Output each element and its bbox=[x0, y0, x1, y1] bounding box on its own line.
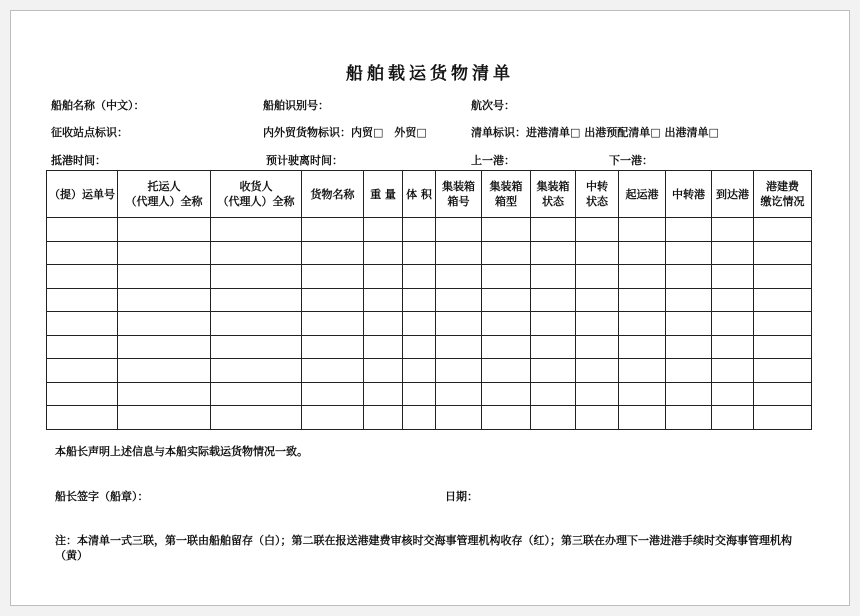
table-cell[interactable] bbox=[403, 335, 436, 359]
table-row bbox=[47, 312, 812, 336]
table-cell[interactable] bbox=[47, 382, 118, 406]
table-cell[interactable] bbox=[531, 265, 576, 289]
voyage-no-label: 航次号： bbox=[471, 99, 515, 112]
table-cell[interactable] bbox=[666, 218, 712, 242]
table-cell[interactable] bbox=[754, 335, 812, 359]
declaration-text: 本船长声明上述信息与本船实际载运货物情况一致。 bbox=[55, 445, 308, 458]
table-cell[interactable] bbox=[531, 406, 576, 430]
table-cell[interactable] bbox=[436, 335, 482, 359]
table-cell[interactable] bbox=[436, 288, 482, 312]
table-cell[interactable] bbox=[211, 265, 302, 289]
table-cell[interactable] bbox=[712, 406, 754, 430]
table-cell[interactable] bbox=[364, 406, 403, 430]
table-cell[interactable] bbox=[754, 359, 812, 383]
table-cell[interactable] bbox=[211, 241, 302, 265]
table-cell[interactable] bbox=[302, 335, 364, 359]
table-cell[interactable] bbox=[531, 288, 576, 312]
table-cell[interactable] bbox=[211, 359, 302, 383]
table-row bbox=[47, 265, 812, 289]
form-title: 船舶载运货物清单 bbox=[346, 64, 514, 84]
table-cell[interactable] bbox=[403, 312, 436, 336]
column-header: 起运港 bbox=[619, 171, 666, 218]
table-cell[interactable] bbox=[619, 312, 666, 336]
table-cell[interactable] bbox=[666, 382, 712, 406]
footnote: 注：本清单一式三联，第一联由船舶留存（白）；第二联在报送港建费审核时交海事管理机构收存（红）；第三联在办理下一港进港手续时交海事管理机构（黄） bbox=[55, 534, 792, 562]
table-cell[interactable] bbox=[619, 382, 666, 406]
table-body bbox=[47, 218, 812, 430]
table-row bbox=[47, 359, 812, 383]
column-header: 体 积 bbox=[403, 171, 436, 218]
station-id-label: 征收站点标识： bbox=[51, 126, 128, 139]
table-cell[interactable] bbox=[666, 335, 712, 359]
table-cell[interactable] bbox=[47, 359, 118, 383]
table-cell[interactable] bbox=[666, 406, 712, 430]
column-header: 收货人 （代理人）全称 bbox=[211, 171, 302, 218]
table-cell[interactable] bbox=[211, 406, 302, 430]
table-cell[interactable] bbox=[436, 218, 482, 242]
table-cell[interactable] bbox=[482, 288, 531, 312]
table-cell[interactable] bbox=[666, 241, 712, 265]
table-cell[interactable] bbox=[576, 359, 619, 383]
table-cell[interactable] bbox=[364, 359, 403, 383]
table-row bbox=[47, 218, 812, 242]
table-cell[interactable] bbox=[436, 312, 482, 336]
table-cell[interactable] bbox=[211, 312, 302, 336]
table-cell[interactable] bbox=[754, 218, 812, 242]
table-cell[interactable] bbox=[302, 359, 364, 383]
arrival-time-label: 抵港时间： bbox=[51, 154, 106, 167]
cargo-table bbox=[46, 170, 812, 430]
table-cell[interactable] bbox=[47, 335, 118, 359]
table-row bbox=[47, 406, 812, 430]
table-cell[interactable] bbox=[403, 265, 436, 289]
table-cell[interactable] bbox=[754, 382, 812, 406]
column-header: 到达港 bbox=[712, 171, 754, 218]
table-cell[interactable] bbox=[754, 406, 812, 430]
table-cell[interactable] bbox=[576, 382, 619, 406]
column-header: 托运人 （代理人）全称 bbox=[118, 171, 211, 218]
table-cell[interactable] bbox=[364, 288, 403, 312]
table-cell[interactable] bbox=[118, 359, 211, 383]
table-cell[interactable] bbox=[619, 335, 666, 359]
table-cell[interactable] bbox=[754, 241, 812, 265]
table-cell[interactable] bbox=[436, 359, 482, 383]
captain-sign-label: 船长签字（船章）： bbox=[55, 490, 149, 503]
table-cell[interactable] bbox=[118, 218, 211, 242]
column-header: 集装箱 箱型 bbox=[482, 171, 531, 218]
prev-port-label: 上一港： bbox=[471, 154, 515, 167]
column-header: 重 量 bbox=[364, 171, 403, 218]
table-cell[interactable] bbox=[754, 288, 812, 312]
ship-name-label: 船舶名称（中文）： bbox=[51, 99, 145, 112]
table-cell[interactable] bbox=[211, 218, 302, 242]
table-cell[interactable] bbox=[576, 406, 619, 430]
column-header: 中转 状态 bbox=[576, 171, 619, 218]
table-cell[interactable] bbox=[666, 312, 712, 336]
table-cell[interactable] bbox=[47, 406, 118, 430]
table-cell[interactable] bbox=[403, 218, 436, 242]
table-cell[interactable] bbox=[531, 241, 576, 265]
table-row bbox=[47, 288, 812, 312]
table-cell[interactable] bbox=[482, 241, 531, 265]
column-header: 集装箱 状态 bbox=[531, 171, 576, 218]
table-cell[interactable] bbox=[576, 218, 619, 242]
table-cell[interactable] bbox=[619, 265, 666, 289]
table-cell[interactable] bbox=[118, 265, 211, 289]
column-header: 集装箱 箱号 bbox=[436, 171, 482, 218]
table-cell[interactable] bbox=[712, 382, 754, 406]
table-row bbox=[47, 335, 812, 359]
table-row bbox=[47, 241, 812, 265]
table-cell[interactable] bbox=[619, 359, 666, 383]
table-cell[interactable] bbox=[118, 406, 211, 430]
table-cell[interactable] bbox=[712, 218, 754, 242]
table-cell[interactable] bbox=[364, 382, 403, 406]
table-header-row bbox=[47, 171, 812, 218]
table-cell[interactable] bbox=[403, 359, 436, 383]
table-cell[interactable] bbox=[436, 382, 482, 406]
table-cell[interactable] bbox=[364, 218, 403, 242]
table-cell[interactable] bbox=[403, 288, 436, 312]
table-cell[interactable] bbox=[302, 382, 364, 406]
table-cell[interactable] bbox=[482, 218, 531, 242]
trade-mark-label: 内外贸货物标识：内贸□ 外贸□ bbox=[263, 126, 427, 139]
table-cell[interactable] bbox=[403, 241, 436, 265]
table-cell[interactable] bbox=[754, 265, 812, 289]
table-cell[interactable] bbox=[712, 265, 754, 289]
table-cell[interactable] bbox=[531, 359, 576, 383]
table-cell[interactable] bbox=[211, 335, 302, 359]
ship-id-label: 船舶识别号： bbox=[263, 99, 329, 112]
column-header: 货物名称 bbox=[302, 171, 364, 218]
column-header: 港建费 缴讫情况 bbox=[754, 171, 812, 218]
table-cell[interactable] bbox=[302, 241, 364, 265]
table-cell[interactable] bbox=[712, 241, 754, 265]
table-cell[interactable] bbox=[302, 265, 364, 289]
table-cell[interactable] bbox=[436, 406, 482, 430]
table-cell[interactable] bbox=[712, 359, 754, 383]
table-cell[interactable] bbox=[403, 382, 436, 406]
table-cell[interactable] bbox=[436, 265, 482, 289]
column-header: 中转港 bbox=[666, 171, 712, 218]
table-cell[interactable] bbox=[531, 218, 576, 242]
table-cell[interactable] bbox=[576, 241, 619, 265]
table-cell[interactable] bbox=[211, 288, 302, 312]
departure-time-label: 预计驶离时间： bbox=[266, 154, 343, 167]
table-cell[interactable] bbox=[619, 406, 666, 430]
table-cell[interactable] bbox=[118, 312, 211, 336]
table-cell[interactable] bbox=[302, 406, 364, 430]
table-cell[interactable] bbox=[482, 406, 531, 430]
table-cell[interactable] bbox=[482, 265, 531, 289]
column-header: （提）运单号 bbox=[47, 171, 118, 218]
list-mark-label: 清单标识：进港清单□ 出港预配清单□ 出港清单□ bbox=[471, 126, 719, 139]
table-cell[interactable] bbox=[118, 335, 211, 359]
table-cell[interactable] bbox=[712, 335, 754, 359]
table-cell[interactable] bbox=[619, 288, 666, 312]
date-label: 日期： bbox=[445, 490, 478, 503]
table-cell[interactable] bbox=[302, 218, 364, 242]
table-cell[interactable] bbox=[47, 218, 118, 242]
table-cell[interactable] bbox=[666, 288, 712, 312]
table-cell[interactable] bbox=[436, 241, 482, 265]
table-cell[interactable] bbox=[47, 265, 118, 289]
table-cell[interactable] bbox=[619, 218, 666, 242]
table-cell[interactable] bbox=[531, 335, 576, 359]
table-cell[interactable] bbox=[364, 312, 403, 336]
table-cell[interactable] bbox=[666, 265, 712, 289]
table-cell[interactable] bbox=[576, 265, 619, 289]
table-cell[interactable] bbox=[531, 382, 576, 406]
table-cell[interactable] bbox=[211, 382, 302, 406]
table-cell[interactable] bbox=[712, 288, 754, 312]
table-cell[interactable] bbox=[302, 312, 364, 336]
table-cell[interactable] bbox=[47, 288, 118, 312]
table-cell[interactable] bbox=[576, 312, 619, 336]
table-row bbox=[47, 382, 812, 406]
table-cell[interactable] bbox=[364, 241, 403, 265]
table-cell[interactable] bbox=[576, 288, 619, 312]
table-cell[interactable] bbox=[482, 335, 531, 359]
table-cell[interactable] bbox=[302, 288, 364, 312]
next-port-label: 下一港： bbox=[609, 154, 653, 167]
table-cell[interactable] bbox=[118, 382, 211, 406]
table-cell[interactable] bbox=[482, 359, 531, 383]
table-cell[interactable] bbox=[364, 265, 403, 289]
table-cell[interactable] bbox=[118, 241, 211, 265]
table-cell[interactable] bbox=[482, 312, 531, 336]
table-cell[interactable] bbox=[754, 312, 812, 336]
table-cell[interactable] bbox=[619, 241, 666, 265]
table-cell[interactable] bbox=[403, 406, 436, 430]
table-cell[interactable] bbox=[482, 382, 531, 406]
table-cell[interactable] bbox=[576, 335, 619, 359]
table-cell[interactable] bbox=[47, 241, 118, 265]
table-cell[interactable] bbox=[118, 288, 211, 312]
table-cell[interactable] bbox=[712, 312, 754, 336]
table-cell[interactable] bbox=[364, 335, 403, 359]
table-cell[interactable] bbox=[666, 359, 712, 383]
table-cell[interactable] bbox=[47, 312, 118, 336]
table-cell[interactable] bbox=[531, 312, 576, 336]
